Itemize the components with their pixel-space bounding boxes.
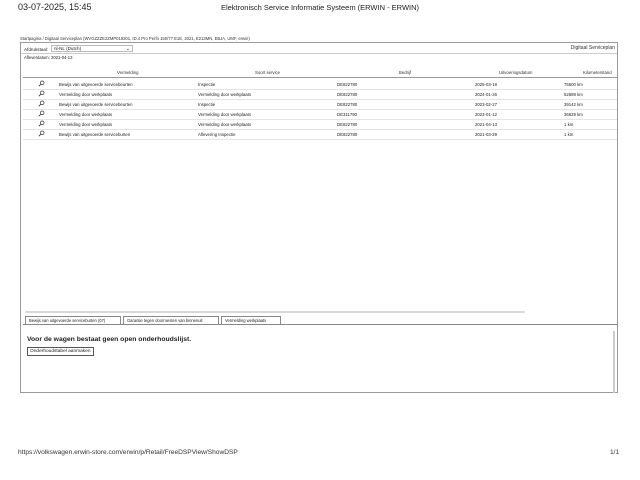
cell-soort-service: Vermelding door werkplaats [198,92,252,97]
cell-vermelding: Vermelding door werkplaats [59,92,113,97]
cell-uitvoeringsdatum: 2023-01-12 [475,112,497,117]
tab-strip [23,316,617,325]
cell-kilometerstand: 1 km [564,132,574,137]
print-language-value: nl-NL (Dutch) [54,46,82,51]
magnifier-icon[interactable] [38,130,45,137]
cell-soort-service: Aflevering Inspectie [198,132,236,137]
magnifier-icon[interactable] [38,120,45,127]
cell-soort-service: Vermelding door werkplaats [198,112,252,117]
cell-uitvoeringsdatum: 2024-01-26 [475,92,497,97]
vertical-scrollbar[interactable] [613,331,615,393]
cell-kilometerstand: 36629 km [564,112,583,117]
print-datetime: 03-07-2025, 15:45 [18,2,92,12]
magnifier-icon[interactable] [38,80,45,87]
cell-uitvoeringsdatum: 2021-03-29 [475,132,497,137]
table-header [23,67,617,78]
page-number: 1/1 [610,449,620,456]
page-title: Elektronisch Service Informatie Systeem (ERWIN - ERWIN) [220,3,420,12]
breadcrumb[interactable]: Startpagina / Digitaal Serviceplan (WVGZZZE2ZMP019201, ID.4 Pro Perfo 150/77 E1E, 2021, E213MN, EBJA, UMF, erwin) [20,36,250,41]
column-header-bedrijf[interactable]: Bedrijf [399,70,412,75]
column-header-uitvoeringsdatum[interactable]: Uitvoeringsdatum [499,70,533,75]
column-header-kilometerstand[interactable]: Kilometerstand [583,70,612,75]
tab-rust-warranty[interactable]: Garantie tegen doorroesten van binnenuit [123,316,219,324]
cell-kilometerstand: 52689 km [564,92,583,97]
cell-kilometerstand: 75600 km [564,82,583,87]
cell-kilometerstand: 39142 km [564,102,583,107]
cell-bedrijf: DE822780 [337,132,358,137]
tab-workshop-notes[interactable]: Vermelding werkplaats [221,316,281,324]
column-header-vermelding[interactable]: Vermelding [117,70,139,75]
cell-soort-service: Inspectie [198,82,216,87]
horizontal-scrollbar[interactable] [25,311,525,313]
tab-service-proofs[interactable]: Bewijs van uitgevoerde serviceburten (07) [25,316,121,324]
print-language-label: Afdrukstaal: [24,47,49,52]
no-open-list-message: Voor de wagen bestaat geen open onderhoudslijst. [27,336,192,343]
cell-vermelding: Bewijs van uitgevoerde serviceburten [59,132,131,137]
magnifier-icon[interactable] [38,110,45,117]
create-maintenance-table-button[interactable]: Onderhoudstabel aanmaken [27,347,94,356]
cell-vermelding: Bewijs van uitgevoerde servicebeurten [59,102,133,107]
table-row[interactable] [23,129,617,140]
magnifier-icon[interactable] [38,100,45,107]
cell-bedrijf: DE822780 [337,122,358,127]
cell-vermelding: Bewijs van uitgevoerde servicebeurten [59,82,133,87]
print-language-select[interactable] [51,45,133,52]
cell-uitvoeringsdatum: 2021-04-13 [475,122,497,127]
column-header-soort-service[interactable]: Soort service [255,70,281,75]
module-title: Digitaal Serviceplan [570,45,615,51]
chevron-down-icon: ⌄ [125,46,130,52]
delivery-date: Afleverdatum: 2021-04-13 [24,55,73,60]
cell-soort-service: Inspectie [198,102,216,107]
cell-bedrijf: DE822780 [337,92,358,97]
cell-vermelding: Vermelding door werkplaats [59,112,113,117]
divider [21,53,617,54]
cell-bedrijf: DE822780 [337,82,358,87]
cell-bedrijf: DE311790 [337,112,357,117]
cell-uitvoeringsdatum: 2025-03-19 [475,82,497,87]
cell-bedrijf: DE822780 [337,102,358,107]
cell-uitvoeringsdatum: 2023-02-27 [475,102,497,107]
cell-vermelding: Vermelding door werkplaats [59,122,113,127]
cell-soort-service: Vermelding door werkplaats [198,122,252,127]
magnifier-icon[interactable] [38,90,45,97]
cell-kilometerstand: 1 km [564,122,574,127]
service-plan-frame [20,42,618,393]
print-url: https://volkswagen.erwin-store.com/erwin/p/Retail/FreeDSPView/ShowDSP [18,449,238,456]
